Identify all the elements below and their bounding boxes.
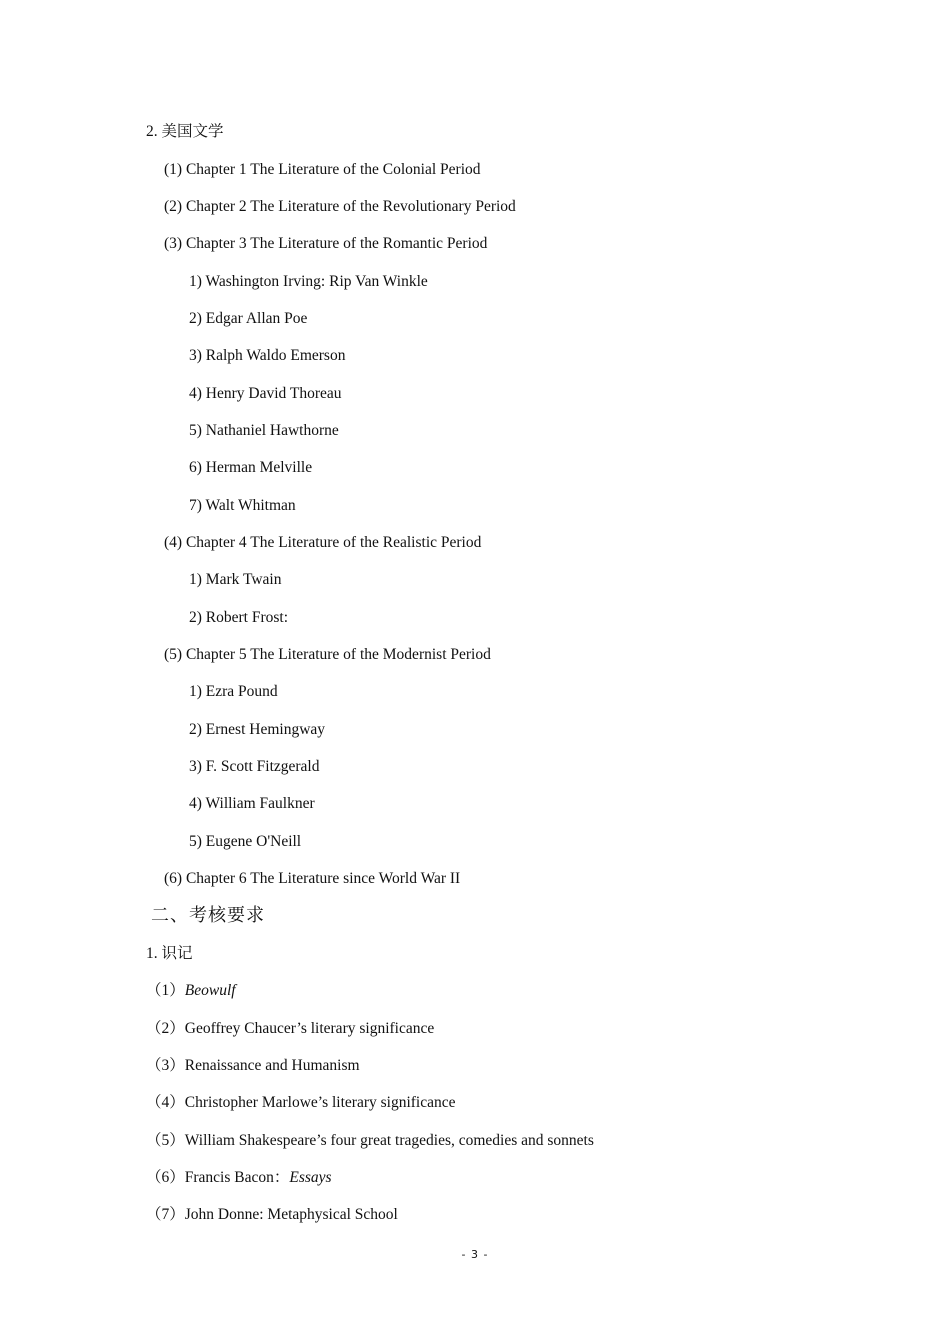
chapter-3: (3) Chapter 3 The Literature of the Romantic Period (164, 235, 488, 252)
requirement-text: Renaissance and Humanism (184, 1057, 360, 1074)
requirement-prefix: （3） (146, 1057, 185, 1074)
chapter-3-item-2: 2) Edgar Allan Poe (189, 310, 308, 327)
chapter-4: (4) Chapter 4 The Literature of the Realistic Period (164, 534, 482, 551)
chapter-3-item-7: 7) Walt Whitman (189, 497, 296, 514)
requirement-prefix: （1） (146, 982, 185, 999)
section-title-american-literature: 2. 美国文学 (146, 123, 224, 140)
requirement-item-6 (146, 1168, 332, 1188)
chapter-5-item-5: 5) Eugene O'Neill (189, 833, 302, 850)
chapter-5-item-1: 1) Ezra Pound (189, 683, 278, 700)
chapter-4-item-2: 2) Robert Frost: (189, 609, 289, 626)
requirement-item-2 (146, 1019, 434, 1039)
chapter-3-item-1: 1) Washington Irving: Rip Van Winkle (189, 273, 428, 290)
requirement-prefix: （7） (146, 1206, 185, 1223)
page-number: - 3 - (461, 1248, 489, 1261)
requirement-text: Francis Bacon： (184, 1169, 290, 1186)
chapter-3-item-4: 4) Henry David Thoreau (189, 385, 342, 402)
chapter-5-item-4: 4) William Faulkner (189, 795, 315, 812)
requirement-prefix: （6） (146, 1169, 185, 1186)
requirement-text: William Shakespeare’s four great tragedies, comedies and sonnets (184, 1132, 594, 1149)
requirement-prefix: （2） (146, 1020, 185, 1037)
requirement-prefix: （5） (146, 1132, 185, 1149)
chapter-2: (2) Chapter 2 The Literature of the Revolutionary Period (164, 198, 516, 215)
requirements-heading: 二、考核要求 (151, 905, 265, 925)
requirement-item-5 (146, 1131, 594, 1151)
chapter-5-item-3: 3) F. Scott Fitzgerald (189, 758, 320, 775)
requirements-subtitle: 1. 识记 (146, 945, 193, 962)
requirement-item-4 (146, 1093, 456, 1113)
requirement-item-3 (146, 1056, 360, 1076)
requirement-item-7 (146, 1205, 398, 1225)
requirement-text: Christopher Marlowe’s literary significance (184, 1094, 456, 1111)
requirement-text: Geoffrey Chaucer’s literary significance (184, 1020, 435, 1037)
chapter-5-item-2: 2) Ernest Hemingway (189, 721, 326, 738)
requirement-emphasis: Essays (289, 1169, 332, 1186)
requirement-item-1 (146, 981, 236, 1001)
chapter-1: (1) Chapter 1 The Literature of the Colonial Period (164, 161, 481, 178)
requirement-text: John Donne: Metaphysical School (184, 1206, 398, 1223)
requirement-prefix: （4） (146, 1094, 185, 1111)
chapter-4-item-1: 1) Mark Twain (189, 571, 282, 588)
chapter-3-item-6: 6) Herman Melville (189, 459, 313, 476)
requirement-text: Beowulf (184, 982, 236, 999)
chapter-3-item-5: 5) Nathaniel Hawthorne (189, 422, 339, 439)
chapter-6: (6) Chapter 6 The Literature since World War II (164, 870, 461, 887)
chapter-5: (5) Chapter 5 The Literature of the Modernist Period (164, 646, 491, 663)
chapter-3-item-3: 3) Ralph Waldo Emerson (189, 347, 346, 364)
